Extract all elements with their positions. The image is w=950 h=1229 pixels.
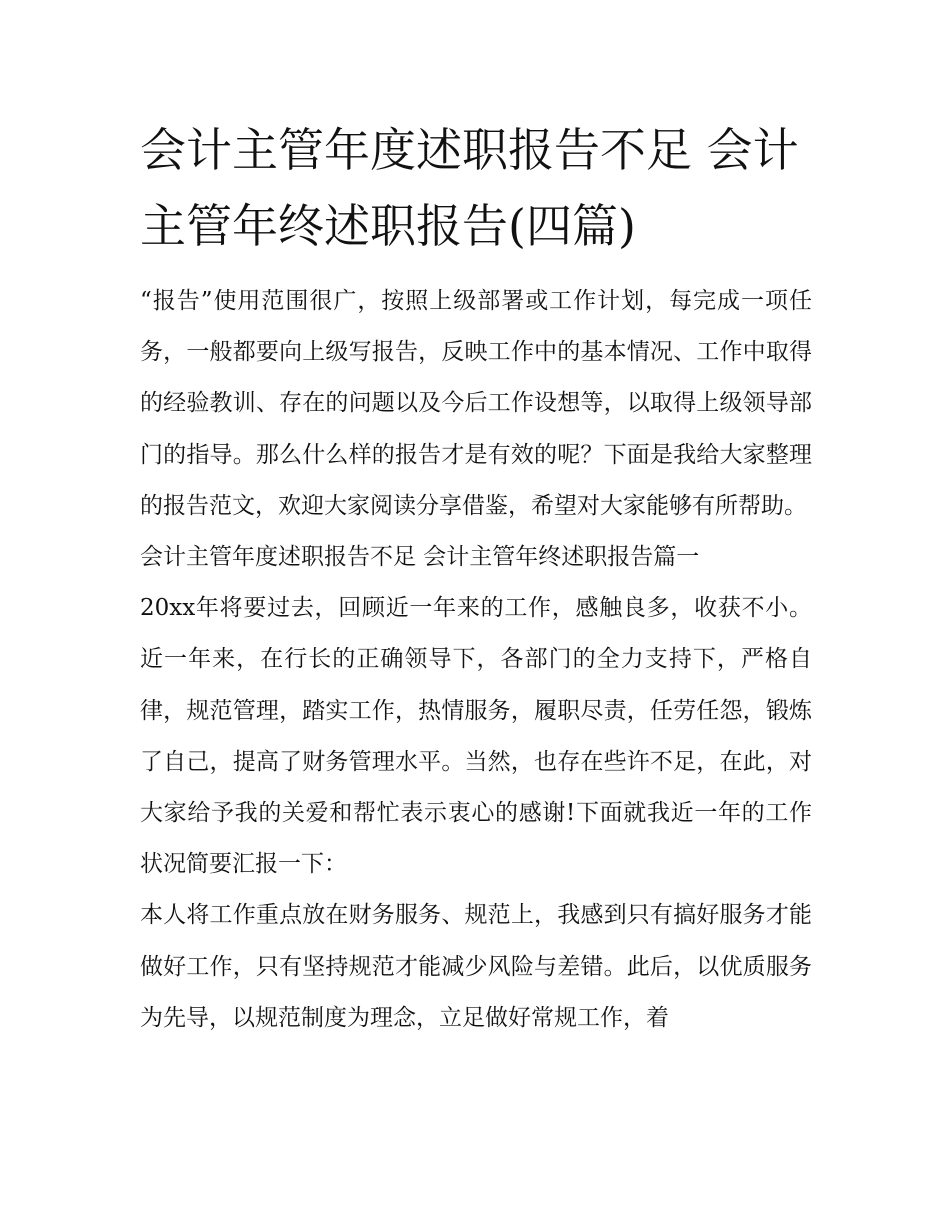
document-title: 会计主管年度述职报告不足 会计主管年终述职报告(四篇) <box>140 123 799 253</box>
document-body <box>140 276 812 1044</box>
body-paragraph: 20xx年将要过去，回顾近一年来的工作，感触良多，收获不小。近一年来，在行长的正确领导下，各部门的全力支持下，严格自律，规范管理，踏实工作，热情服务，履职尽责，任劳任怨，锻炼了自己，提高了财务管理水平。当然，也存在些许不足，在此，对大家给予我的关爱和帮忙表示衷心的感谢!下面就我近一年的工作状况简要汇报一下： <box>140 595 812 878</box>
body-paragraph: 本人将工作重点放在财务服务、规范上，我感到只有搞好服务才能做好工作，只有坚持规范才能减少风险与差错。此后，以优质服务为先导，以规范制度为理念，立足做好常规工作，着 <box>140 902 812 1031</box>
section-heading: 会计主管年度述职报告不足 会计主管年终述职报告篇一 <box>140 544 700 571</box>
intro-paragraph: “报告”使用范围很广，按照上级部署或工作计划，每完成一项任务，一般都要向上级写报告，反映工作中的基本情况、工作中取得的经验教训、存在的问题以及今后工作设想等，以取得上级领导部门的指导。那么什么样的报告才是有效的呢？下面是我给大家整理的报告范文，欢迎大家阅读分享借鉴，希望对大家能够有所帮助。 <box>140 288 812 519</box>
